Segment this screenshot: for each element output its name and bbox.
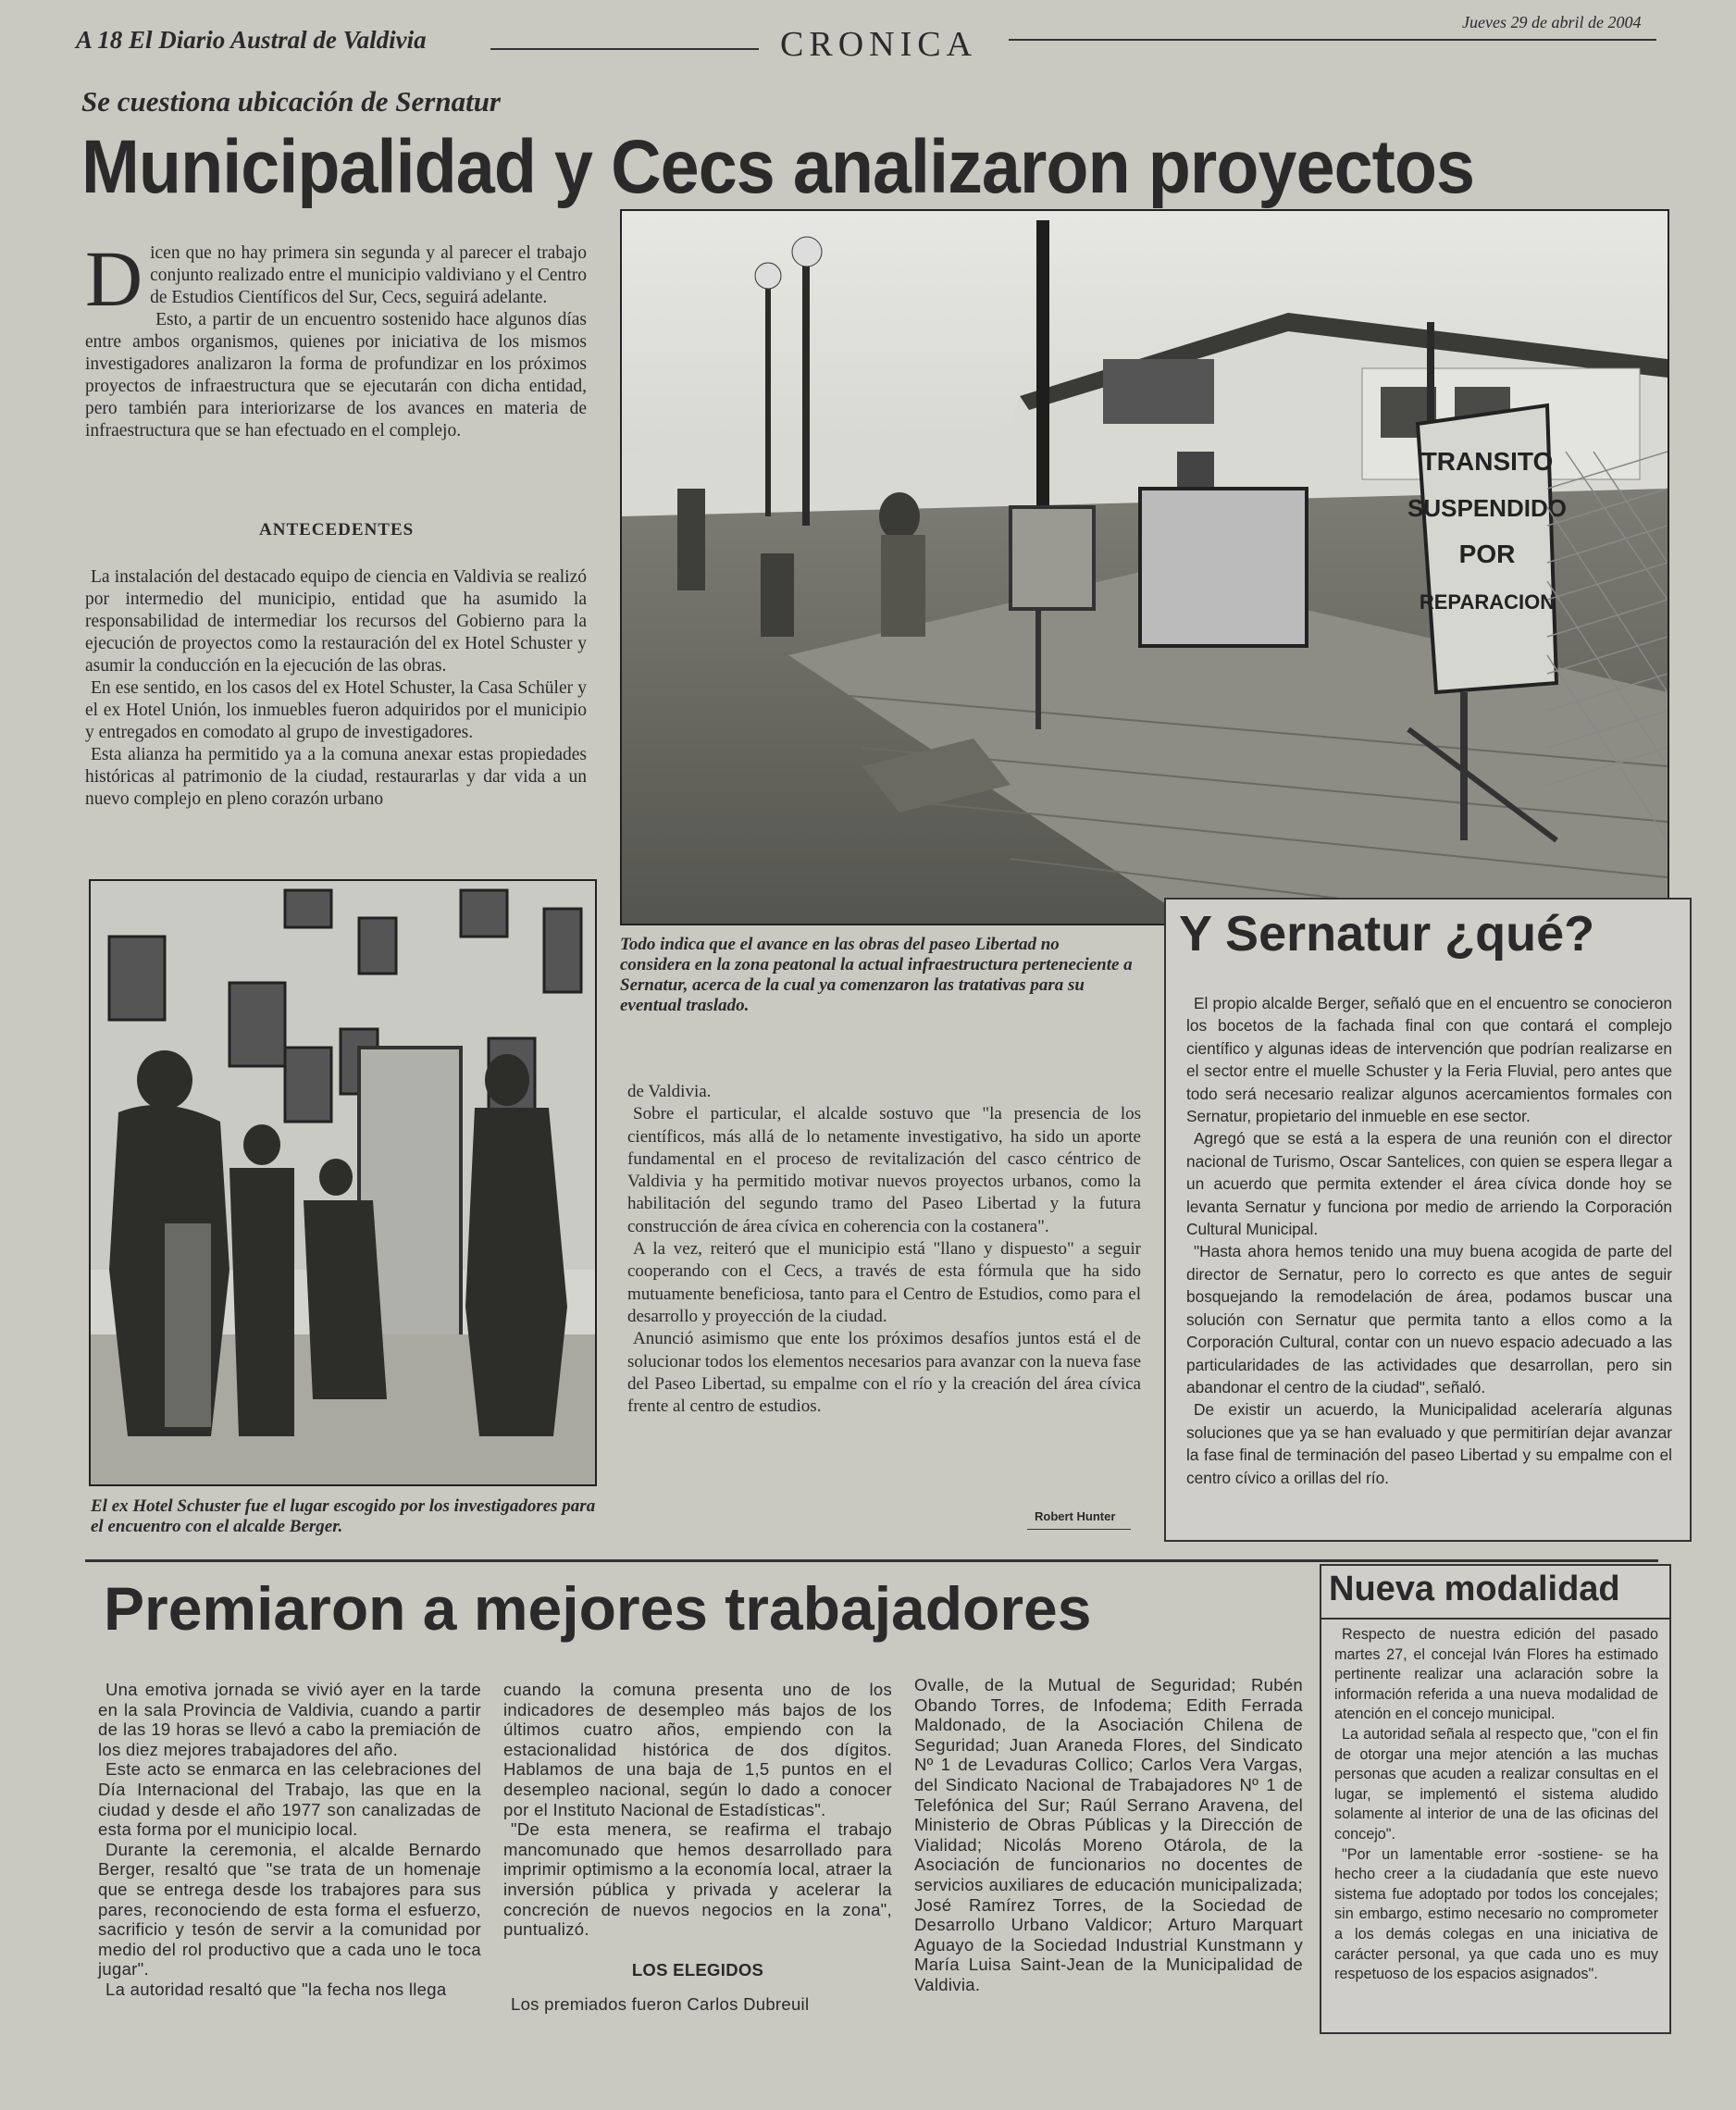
sidebar-nueva-modalidad-title: Nueva modalidad bbox=[1329, 1570, 1620, 1608]
sign-line-2: SUSPENDIDO bbox=[1407, 494, 1567, 522]
article-continuation bbox=[627, 1081, 1141, 1418]
photo-caption-top: Todo indica que el avance en las obras del paseo Libertad no considera en la zona peatonal la actual infraestructura perteneciente a Sernatur, acerca de la cual ya comenzaron las tratativas para su eventual traslado. bbox=[620, 935, 1133, 1015]
paragraph: Una emotiva jornada se vivió ayer en la tarde en la sala Provincia de Valdivia, cuando a partir de las 19 horas se llevó a cabo la premiación de los diez mejores trabajadores del año. bbox=[98, 1680, 481, 1759]
article2-headline: Premiaron a mejores trabajadores bbox=[104, 1574, 1092, 1643]
photo-credit: Robert Hunter bbox=[1035, 1509, 1116, 1523]
section-separator bbox=[85, 1559, 1658, 1562]
sidebar-nueva-modalidad bbox=[1320, 1564, 1671, 2034]
paragraph: Respecto de nuestra edición del pasado martes 27, el concejal Iván Flores ha estimado pertinente realizar una aclaración sobre la información referida a una nueva modalidad de atención en el concejo municipal. bbox=[1334, 1626, 1658, 1723]
paragraph: "De esta menera, se reafirma el trabajo mancomunado que hemos desarrollado para imprimir optimismo a la economía local, atraer la inversión pública y privada y acelerar la concreción de nuevos negocios en la zona", puntualizó. bbox=[503, 1819, 892, 1940]
paragraph: Ovalle, de la Mutual de Seguridad; Rubén Obando Torres, de Infodema; Edith Ferrada Maldonado, de la Asociación Chilena de Seguridad; Juan Araneda Flores, del Sindicato Nº 1 de Levaduras Collico; Carlos Vera Vargas, del Sindicato Nacional de Trabajadores Nº 1 de Telefónica del Sur; Raúl Serrano Aravena, del Ministerio de Obras Públicas y la Dirección de Vialidad; Nicolás Moreno Otárola, de la Asociación de funcionarios no docentes de servicios auxiliares de educación municipalizada; José Ramírez Torres, de la Sociedad de Desarrollo Urbano Valdicor; Arturo Marquart Aguayo de la Sociedad Industrial Kunstmann y María Luisa Saint-Jean de la Municipalidad de Valdivia. bbox=[914, 1675, 1303, 1994]
paragraph: icen que no hay primera sin segunda y al parecer el trabajo conjunto realizado entre el municipio valdiviano y el Centro de Estudios Científicos del Sur, Cecs, seguirá adelante. bbox=[150, 243, 587, 307]
paragraph: Este acto se enmarca en las celebraciones del Día Internacional del Trabajo, las que en la ciudad y desde el año 1977 son canalizadas de esta forma por el municipio local. bbox=[98, 1759, 481, 1840]
article2-col3 bbox=[914, 1675, 1303, 1995]
header-rule-right bbox=[1009, 39, 1656, 41]
sidebar-title-rule bbox=[1321, 1618, 1669, 1620]
article-antecedentes bbox=[85, 566, 587, 811]
paragraph: Esta alianza ha permitido ya a la comuna anexar estas propiedades históricas al patrimonio de la ciudad, restaurarlas y dar vida a un nuevo complejo en pleno corazón urbano bbox=[85, 745, 587, 809]
page-label: A 18 El Diario Austral de Valdivia bbox=[76, 26, 427, 54]
paragraph: Anunció asimismo que ente los próximos desafíos juntos está el de solucionar todos los elementos necesarios para avanzar con la nueva fase del Paseo Libertad, su empalme con el río y la creación del área cívica frente al centro de estudios. bbox=[627, 1329, 1141, 1417]
construction-photo bbox=[620, 209, 1669, 925]
paragraph: Los premiados fueron Carlos Dubreuil bbox=[511, 1994, 810, 2015]
paragraph: cuando la comuna presenta uno de los indicadores de desempleo más bajos de los últimos cuatro años, empiendo con la estacionalidad histórica de dos dígitos. Hablamos de una baja de 1,5 puntos en el desempleo nacional, según lo dado a conocer por el Instituto Nacional de Estadísticas". bbox=[503, 1680, 892, 1819]
sidebar-sernatur bbox=[1164, 898, 1692, 1542]
section-title: CRONICA bbox=[780, 25, 978, 64]
credit-rule bbox=[1027, 1529, 1131, 1530]
paragraph: "Por un lamentable error -sostiene- se ha hecho creer a la ciudadanía que este nuevo sistema fue adoptado por todos los concejales; sin embargo, estimo necesario no comprometer a los demás colegas en una iniciativa de carácter personal, ya que cada uno es muy respetuoso de los espacios asignados". bbox=[1334, 1845, 1658, 1983]
sidebar-sernatur-title: Y Sernatur ¿qué? bbox=[1179, 906, 1595, 962]
subhead-los-elegidos: LOS ELEGIDOS bbox=[631, 1959, 764, 1980]
hotel-schuster-photo-image bbox=[91, 881, 595, 1484]
paragraph: A la vez, reiteró que el municipio está "llano y dispuesto" a seguir cooperando con el Cecs, a través de esta fórmula que ha sido mutuamente beneficiosa, tanto para el Centro de Estudios, como para el desarrollo y proyección de la ciudad. bbox=[627, 1239, 1141, 1326]
issue-date: Jueves 29 de abril de 2004 bbox=[1462, 13, 1642, 31]
hotel-schuster-photo bbox=[89, 879, 597, 1486]
paragraph: Sobre el particular, el alcalde sostuvo que "la presencia de los científicos, más allá de lo netamente investigativo, ha sido un aporte fundamental en el proceso de revitalización del casco céntrico de Valdivia y ha permitido motivar nuevos proyectos urbanos, como la habilitación del segundo tramo del Paseo Libertad y la futura construcción de área cívica en coherencia con la costanera". bbox=[627, 1104, 1141, 1236]
photo-caption-left: El ex Hotel Schuster fue el lugar escogido por los investigadores para el encuentro con el alcalde Berger. bbox=[91, 1496, 596, 1536]
paragraph: de Valdivia. bbox=[627, 1082, 712, 1101]
paragraph: Durante la ceremonia, el alcalde Bernardo Berger, resaltó que "se trata de un homenaje que se entrega desde los trabajores para sus pares, reconociendo de esta forma el esfuerzo, sacrificio y tesón de servir a la comunidad por medio del rol productivo que a cada uno le toca jugar". bbox=[98, 1839, 481, 1980]
sign-line-3: POR bbox=[1458, 540, 1516, 568]
sidebar-nueva-modalidad-body bbox=[1334, 1625, 1658, 1985]
article-kicker: Se cuestiona ubicación de Sernatur bbox=[81, 85, 501, 118]
construction-photo-image bbox=[622, 211, 1668, 924]
paragraph: Esto, a partir de un encuentro sostenido hace algunos días entre ambos organismos, quienes por iniciativa de los mismos investigadores analizaron la forma de profundizar en los próximos proyectos de infraestructura que se ejecutarán con dicha entidad, pero también para interiorizarse de los avances en materia de infraestructura que se han efectuado en el complejo. bbox=[85, 310, 587, 441]
article-intro bbox=[85, 234, 587, 442]
header-rule-left bbox=[490, 48, 759, 50]
sign-line-4: REPARACION bbox=[1419, 590, 1556, 614]
paragraph: Agregó que se está a la espera de una reunión con el director nacional de Turismo, Oscar Santelices, con quien se espera llegar a un acuerdo que permita extender el área cívica donde hoy se levanta Sernatur y funciona por medio de arriendo la Corporación Cultural Municipal. bbox=[1186, 1129, 1672, 1239]
paragraph: "Hasta ahora hemos tenido una muy buena acogida de parte del director de Sernatur, pero lo correcto es que antes de seguir bosquejando la remodelación de área, podamos buscar una solución con Sernatur que permita tanto a ellos como a la Corporación Cultural, contar con un nuevo espacio adecuado a las particularidades de las actividades que desarrollan, pero sin abandonar el centro de la ciudad", señaló. bbox=[1186, 1242, 1672, 1396]
paragraph: En ese sentido, en los casos del ex Hotel Schuster, la Casa Schüler y el ex Hotel Unión, los inmuebles fueron adquiridos por el municipio y entregados en comodato al grupo de investigadores. bbox=[85, 678, 587, 742]
article2-col2 bbox=[503, 1680, 892, 2015]
paragraph: La autoridad señala al respecto que, "con el fin de otorgar una mejor atención a las muchas personas que acuden a realizar consultas en el lugar, se implementó el sistema aludido solamente al interior de una de las oficinas del concejo". bbox=[1334, 1725, 1658, 1843]
paragraph: El propio alcalde Berger, señaló que en el encuentro se conocieron los bocetos de la fachada final con que contará el complejo científico y algunas ideas de intervención que podrían realizarse en el sector entre el muelle Schuster y la Feria Fluvial, pero antes que todo será necesario realizar algunos acercamientos formales con Sernatur, propietario del inmueble en ese sector. bbox=[1186, 994, 1672, 1126]
paragraph: De existir un acuerdo, la Municipalidad aceleraría algunas soluciones que ya se han evaluado y que permitirían dejar avanzar la fase final de terminación del paseo Libertad y su empalme con el centro cívico a orillas del río. bbox=[1186, 1400, 1672, 1487]
drop-cap: D bbox=[85, 234, 143, 323]
sign-line-1: TRANSITO bbox=[1420, 447, 1554, 476]
article2-col1 bbox=[98, 1680, 481, 2000]
article-headline: Municipalidad y Cecs analizaron proyectos bbox=[81, 125, 1475, 209]
paragraph: La instalación del destacado equipo de ciencia en Valdivia se realizó por intermedio del municipio, entidad que ha asumido la responsabilidad de intermediar los recursos del Gobierno para la ejecución de proyectos como la restauración del ex Hotel Schuster y asumir la conducción en la ejecución de las obras. bbox=[85, 567, 587, 676]
subhead-antecedentes: ANTECEDENTES bbox=[259, 520, 415, 540]
paragraph: La autoridad resaltó que "la fecha nos llega bbox=[105, 1979, 447, 1999]
sidebar-sernatur-body bbox=[1186, 992, 1672, 1489]
